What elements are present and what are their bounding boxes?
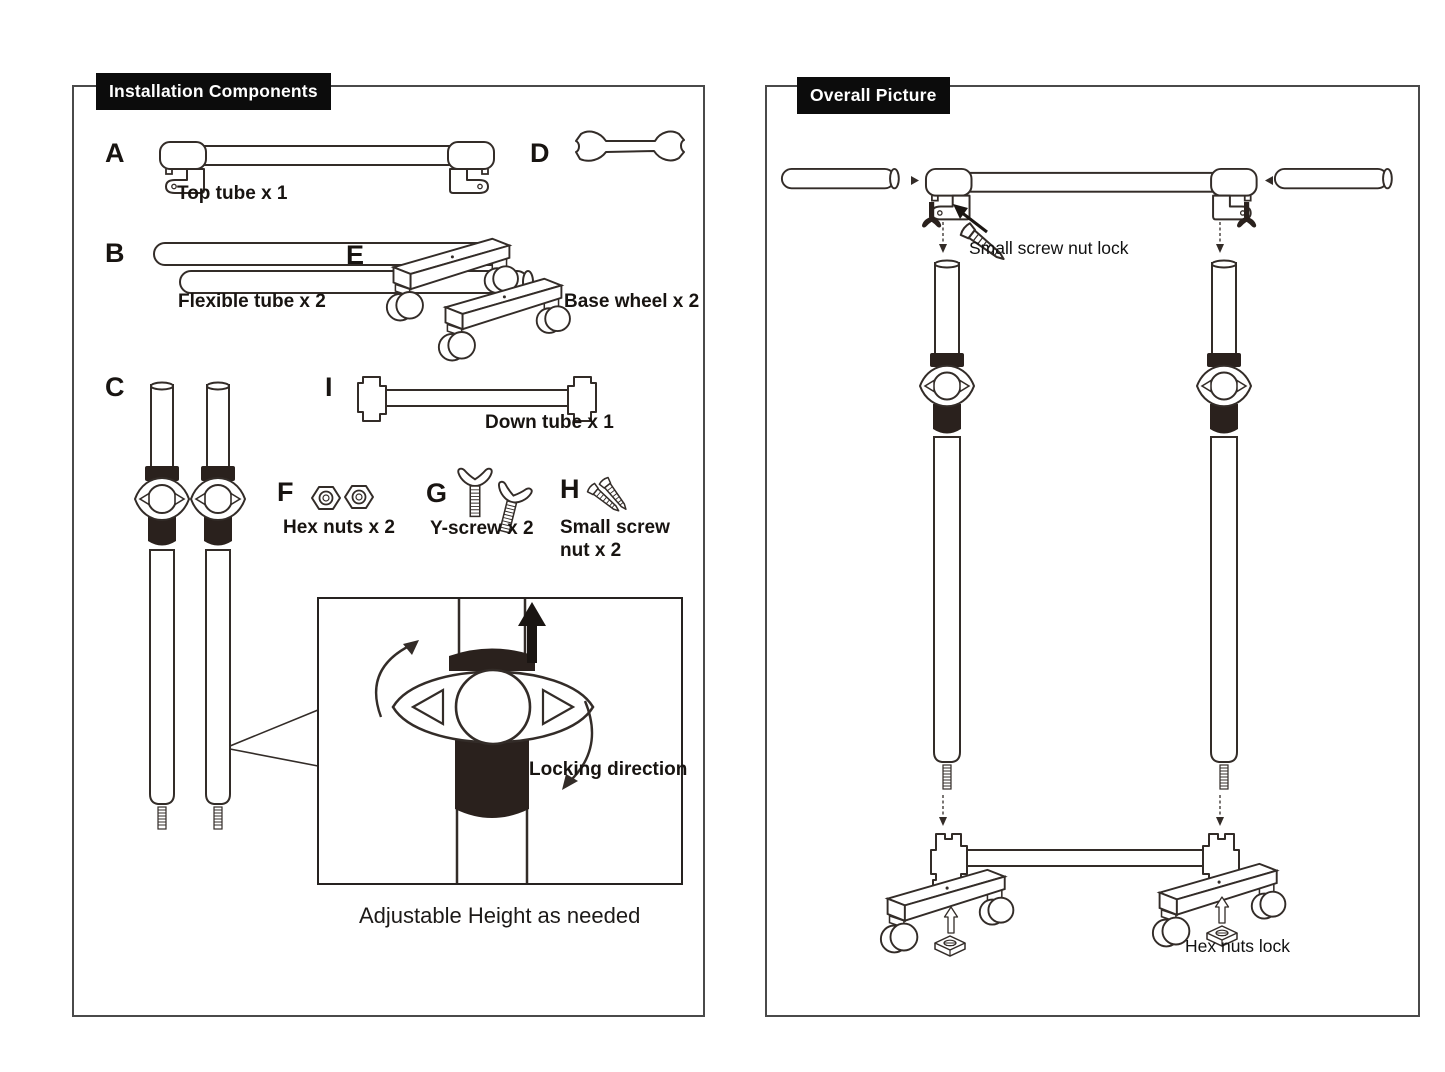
locking-detail-inset <box>317 597 688 885</box>
base-wheels-drawing <box>374 233 586 375</box>
part-letter-e: E <box>346 240 365 270</box>
wrench-icon <box>564 125 696 169</box>
small-screw-label-line2: nut x 2 <box>560 540 622 561</box>
panel-title-text: Installation Components <box>109 81 318 101</box>
insert-arrow-right <box>1265 176 1273 185</box>
panel-title <box>96 73 331 110</box>
hex-nut-icon <box>933 934 967 960</box>
locking-direction-label: Locking direction <box>529 759 688 780</box>
pole-drawing-left <box>902 255 992 795</box>
small-screw-label <box>560 516 670 562</box>
top-tube-label: Top tube x 1 <box>177 183 288 204</box>
installation-components-panel <box>72 81 705 1017</box>
y-screw-label: Y-screw x 2 <box>430 518 534 539</box>
hex-nuts-lock-label: Hex nuts lock <box>1185 936 1291 956</box>
insert-arrow-left <box>911 176 919 185</box>
assembly-arrow-down-icon <box>938 222 948 254</box>
locking-mechanism-drawing <box>319 599 681 883</box>
small-screw-label-line1: Small screw <box>560 517 670 538</box>
small-screws-icon <box>588 473 638 519</box>
part-letter-c: C <box>105 372 125 402</box>
part-letter-h: H <box>560 474 580 504</box>
hex-nuts-icon <box>310 481 378 515</box>
panel-title <box>797 77 950 114</box>
small-screw-nut-lock-label: Small screw nut lock <box>969 238 1129 258</box>
inset-leader-lines <box>228 704 320 770</box>
part-letter-d: D <box>530 138 550 168</box>
panel-title-text: Overall Picture <box>810 85 937 105</box>
flexible-tube-label: Flexible tube x 2 <box>178 291 326 312</box>
assembly-arrow-down-icon <box>938 795 948 827</box>
part-letter-i: I <box>325 372 333 402</box>
adjustable-height-caption: Adjustable Height as needed <box>359 903 641 928</box>
part-letter-a: A <box>105 138 125 168</box>
down-tube-label: Down tube x 1 <box>485 412 614 433</box>
part-letter-g: G <box>426 478 448 508</box>
overall-picture-panel <box>765 85 1420 1017</box>
hex-nuts-label: Hex nuts x 2 <box>283 517 395 538</box>
part-letter-f: F <box>277 477 294 507</box>
pole-drawing-right <box>1179 255 1269 795</box>
up-arrow-icon <box>1214 896 1230 924</box>
up-arrow-icon <box>943 906 959 934</box>
assembly-arrow-down-icon <box>1215 795 1225 827</box>
part-letter-b: B <box>105 238 125 268</box>
base-wheel-label: Base wheel x 2 <box>564 291 700 312</box>
assembly-arrow-down-icon <box>1215 222 1225 254</box>
